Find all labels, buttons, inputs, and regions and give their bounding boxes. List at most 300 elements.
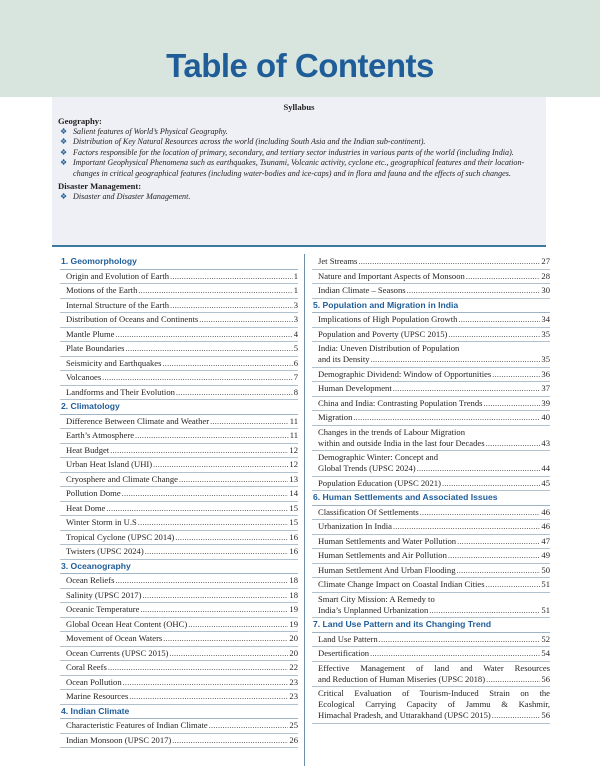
- syllabus-item: [58, 137, 540, 147]
- dot-leader: [370, 648, 540, 659]
- toc-entry-line: [318, 507, 550, 518]
- toc-entry[interactable]: [312, 342, 550, 368]
- toc-entry[interactable]: [60, 313, 298, 328]
- toc-entry-last-line: [318, 463, 550, 474]
- page-number: 19: [289, 604, 298, 615]
- dot-leader: [466, 271, 541, 282]
- toc-entry[interactable]: [60, 632, 298, 647]
- toc-entry-line: [66, 575, 298, 586]
- toc-entry[interactable]: [312, 520, 550, 535]
- toc-entry-title: Ocean Pollution: [66, 676, 122, 687]
- page-number: 27: [541, 256, 550, 267]
- syllabus-section-title: Geography:: [58, 116, 102, 126]
- toc-entry[interactable]: [60, 386, 298, 401]
- toc-entry-title: Seismicity and Earthquakes: [66, 357, 162, 368]
- diamond-bullet-icon: ❖: [60, 127, 68, 136]
- toc-entry[interactable]: [60, 531, 298, 546]
- chapter-heading[interactable]: 2. Climatology: [60, 400, 298, 415]
- dot-leader: [486, 674, 540, 685]
- toc-entry-line: [66, 517, 298, 528]
- toc-entry[interactable]: [312, 313, 550, 328]
- dot-leader: [135, 430, 289, 441]
- toc-entry[interactable]: [60, 661, 298, 676]
- toc-entry-title: Motions of the Earth: [66, 285, 138, 296]
- toc-entry[interactable]: [312, 411, 550, 426]
- toc-entry-title: Landforms and Their Evolution: [66, 386, 175, 397]
- toc-entry[interactable]: [60, 284, 298, 299]
- toc-entry-title: Desertification: [318, 648, 370, 659]
- dot-leader: [457, 565, 541, 576]
- toc-entry-last-line: [318, 354, 550, 365]
- toc-entry[interactable]: [60, 458, 298, 473]
- toc-entry[interactable]: [312, 578, 550, 593]
- toc-entry[interactable]: [60, 429, 298, 444]
- syllabus-item-text: Important Geophysical Phenomena such as earthquakes, Tsunami, Volcanic activity, cyclone etc., geographical features and their location-changes in critical geographical features (including water-bodies and ice-caps) and in flora and fauna and the effects of such changes.: [73, 158, 525, 178]
- dot-leader: [123, 677, 289, 688]
- toc-entry-line: [318, 412, 550, 423]
- page-number: 52: [541, 633, 550, 644]
- page-number: 5: [293, 343, 298, 354]
- toc-entry[interactable]: [60, 299, 298, 314]
- toc-entry-line: [66, 271, 298, 282]
- toc-entry-line: [318, 271, 550, 282]
- dot-leader: [188, 619, 288, 630]
- toc-entry-title-line: India’s Unplanned Urbanization: [318, 604, 429, 615]
- toc-entry-last-line: [318, 605, 550, 616]
- toc-entry[interactable]: [312, 564, 550, 579]
- toc-entry-title: Population and Poverty (UPSC 2015): [318, 328, 448, 339]
- toc-entry[interactable]: [60, 734, 298, 749]
- page-number: 49: [541, 550, 550, 561]
- toc-entry[interactable]: [312, 255, 550, 270]
- toc-entry-title-line: Global Trends (UPSC 2024): [318, 463, 416, 474]
- toc-entry-title: Oceanic Temperature: [66, 604, 140, 615]
- chapter-heading[interactable]: 4. Indian Climate: [60, 705, 298, 720]
- dot-leader: [448, 550, 541, 561]
- toc-entry-title: Twisters (UPSC 2024): [66, 546, 144, 557]
- page-number: 30: [541, 285, 550, 296]
- toc-entry[interactable]: [312, 451, 550, 477]
- toc-entry-title: Ocean Currents (UPSC 2015): [66, 647, 169, 658]
- toc-entry[interactable]: [312, 284, 550, 299]
- page-number: 14: [289, 488, 298, 499]
- syllabus-item-text: Disaster and Disaster Management.: [73, 192, 191, 202]
- toc-entry[interactable]: [60, 603, 298, 618]
- dot-leader: [145, 546, 289, 557]
- page-number: 26: [289, 734, 298, 745]
- syllabus-item-text: Factors responsible for the location of primary, secondary, and tertiary sector industries in various parts of the world (including India).: [73, 147, 514, 157]
- page-number: 45: [541, 477, 550, 488]
- dot-leader: [486, 438, 541, 449]
- toc-entry-line: [66, 590, 298, 601]
- dot-leader: [429, 605, 540, 616]
- page-number: 51: [541, 579, 550, 590]
- toc-entry[interactable]: [60, 415, 298, 430]
- dot-leader: [169, 648, 288, 659]
- toc-entry[interactable]: [312, 328, 550, 343]
- dot-leader: [486, 579, 541, 590]
- toc-entry[interactable]: [60, 574, 298, 589]
- toc-entry-title: Tropical Cyclone (UPSC 2014): [66, 531, 175, 542]
- toc-entry-title: Pollution Dome: [66, 488, 121, 499]
- dot-leader: [176, 387, 293, 398]
- page-number: 54: [541, 648, 550, 659]
- syllabus-box: [52, 97, 546, 247]
- toc-entry-line: [66, 619, 298, 630]
- toc-entry-line: [66, 329, 298, 340]
- page-number: 20: [289, 633, 298, 644]
- dot-leader: [172, 735, 288, 746]
- toc-entry-title: Urbanization In India: [318, 521, 392, 532]
- toc-entry[interactable]: [60, 647, 298, 662]
- toc-entry-title-line: within and outside India in the last four Decades: [318, 437, 485, 448]
- syllabus-item-text: Salient features of World’s Physical Geography.: [73, 127, 228, 136]
- dot-leader: [108, 662, 289, 673]
- toc-entry[interactable]: [60, 618, 298, 633]
- toc-entry-line: [66, 677, 298, 688]
- toc-entry-title: Human Development: [318, 383, 392, 394]
- dot-leader: [106, 503, 288, 514]
- toc-entry-line: [318, 285, 550, 296]
- page-number: 15: [289, 502, 298, 513]
- toc-entry[interactable]: [312, 535, 550, 550]
- page-number: 16: [289, 546, 298, 557]
- toc-entry-line: [66, 532, 298, 543]
- toc-entry-line: [318, 579, 550, 590]
- toc-entry-title: Global Ocean Heat Content (OHC): [66, 618, 188, 629]
- toc-entry-title: Classification Of Settlements: [318, 506, 419, 517]
- toc-entry[interactable]: [312, 426, 550, 452]
- dot-leader: [170, 271, 293, 282]
- toc-entry-title: Winter Storm in U.S: [66, 517, 137, 528]
- dot-leader: [407, 285, 541, 296]
- dot-leader: [170, 300, 293, 311]
- toc-entry-line: [318, 398, 550, 409]
- dot-leader: [140, 604, 288, 615]
- toc-entry[interactable]: [312, 687, 550, 724]
- page-number: 3: [293, 314, 298, 325]
- toc-entry-line: [318, 634, 550, 645]
- dot-leader: [448, 329, 540, 340]
- toc-entry-line: [318, 536, 550, 547]
- page-number: 7: [293, 372, 298, 383]
- toc-entry[interactable]: [60, 676, 298, 691]
- dot-leader: [358, 256, 540, 267]
- syllabus-body: [58, 116, 540, 202]
- toc-entry-title: Heat Dome: [66, 502, 106, 513]
- dot-leader: [102, 372, 293, 383]
- toc-entry-line: [66, 648, 298, 659]
- page-number: 6: [293, 357, 298, 368]
- toc-entry-title: Indian Climate – Seasons: [318, 285, 406, 296]
- toc-entry-title-line: Himachal Pradesh, and Uttarakhand (UPSC 2015): [318, 710, 491, 721]
- toc-entry[interactable]: [312, 270, 550, 285]
- syllabus-item-text: Distribution of Key Natural Resources across the world (including South Asia and the Indian sub-continent).: [73, 137, 426, 147]
- toc-entry[interactable]: [312, 662, 550, 688]
- page-number: 40: [541, 412, 550, 423]
- toc-entry-title: Human Settlement And Urban Flooding: [318, 564, 456, 575]
- toc-entry-title: Human Settlements and Water Pollution: [318, 535, 457, 546]
- dot-leader: [442, 478, 540, 489]
- dot-leader: [199, 314, 292, 325]
- dot-leader: [492, 369, 540, 380]
- page-number: 8: [293, 386, 298, 397]
- toc-entry[interactable]: [60, 690, 298, 705]
- toc-entry[interactable]: [312, 506, 550, 521]
- page-number: 28: [541, 270, 550, 281]
- toc-entry-line: [318, 383, 550, 394]
- dot-leader: [138, 517, 289, 528]
- toc-entry[interactable]: [312, 549, 550, 564]
- dot-leader: [163, 633, 288, 644]
- toc-entry-title: Jet Streams: [318, 256, 358, 267]
- toc-entry[interactable]: [60, 444, 298, 459]
- toc-entry[interactable]: [60, 328, 298, 343]
- toc-entry-title-line: Ecological Carrying Capacity of Jammu & Kashmir,: [318, 699, 550, 710]
- page-number: 1: [293, 285, 298, 296]
- toc-entry-line: [66, 633, 298, 644]
- toc-entry[interactable]: [312, 593, 550, 619]
- toc-entry-line: [66, 546, 298, 557]
- page-number: 15: [289, 517, 298, 528]
- toc-entry-title-line: Critical Evaluation of Tourism-Induced Strain on the: [318, 688, 550, 699]
- toc-entry-title: China and India: Contrasting Population Trends: [318, 397, 483, 408]
- dot-leader: [115, 329, 292, 340]
- toc-entry-line: [66, 300, 298, 311]
- toc-entry-line: [66, 430, 298, 441]
- toc-entry-line: [66, 358, 298, 369]
- page-title: Table of Contents: [166, 47, 434, 84]
- toc-entry-title: Heat Budget: [66, 444, 110, 455]
- page-number: 46: [541, 506, 550, 517]
- dot-leader: [210, 416, 289, 427]
- page-number: 35: [541, 328, 550, 339]
- toc-entry-line: [318, 550, 550, 561]
- toc-entry-title: Salinity (UPSC 2017): [66, 589, 142, 600]
- toc-entry-line: [66, 387, 298, 398]
- page-number: 1: [293, 270, 298, 281]
- page-number: 11: [289, 430, 298, 441]
- toc-entry-line: [318, 478, 550, 489]
- page-number: 11: [289, 415, 298, 426]
- page-number: 36: [541, 368, 550, 379]
- toc-entry-line: [66, 445, 298, 456]
- toc-entry-title-line: India: Uneven Distribution of Population: [318, 343, 460, 354]
- page-number: 18: [289, 589, 298, 600]
- page-number: 20: [289, 647, 298, 658]
- toc-entry-line: [318, 648, 550, 659]
- toc-entry[interactable]: [312, 368, 550, 383]
- toc-entry[interactable]: [60, 473, 298, 488]
- toc-entry-line: [66, 343, 298, 354]
- toc-entry-line: [66, 503, 298, 514]
- toc-entry-line: [318, 329, 550, 340]
- toc-entry-title: Movement of Ocean Waters: [66, 633, 163, 644]
- page-number: 47: [541, 535, 550, 546]
- toc-entry-title: Climate Change Impact on Coastal Indian Cities: [318, 579, 485, 590]
- toc-entry-title: Implications of High Population Growth: [318, 314, 458, 325]
- toc-entry-line: [66, 720, 298, 731]
- toc-entry-title-line: and Reduction of Human Miseries (UPSC 2018): [318, 673, 486, 684]
- page-number: 39: [541, 397, 550, 408]
- toc-entry-title: Migration: [318, 412, 353, 423]
- toc-entry[interactable]: [60, 270, 298, 285]
- toc-entry[interactable]: [312, 633, 550, 648]
- toc-entry-title: Coral Reefs: [66, 662, 107, 673]
- chapter-heading[interactable]: 7. Land Use Pattern and its Changing Trend: [312, 618, 550, 633]
- toc-entry-title: Distribution of Oceans and Continents: [66, 314, 199, 325]
- page-number: 50: [541, 564, 550, 575]
- toc-entry-line: [318, 565, 550, 576]
- toc-entry-line: [66, 372, 298, 383]
- page-number: 37: [541, 383, 550, 394]
- dot-leader: [142, 590, 288, 601]
- page-number: 34: [541, 314, 550, 325]
- syllabus-item: [58, 148, 540, 158]
- toc-entry[interactable]: [60, 502, 298, 517]
- dot-leader: [492, 710, 541, 721]
- toc-entry-last-line: [318, 674, 550, 685]
- page-number: 23: [289, 676, 298, 687]
- toc-entry[interactable]: [60, 342, 298, 357]
- toc-entry-line: [66, 474, 298, 485]
- toc-entry-title: Marine Resources: [66, 691, 129, 702]
- dot-leader: [209, 720, 289, 731]
- toc-entry-title: Characteristic Features of Indian Climate: [66, 720, 208, 731]
- toc-entry[interactable]: [60, 516, 298, 531]
- toc-entry-title: Demographic Dividend: Window of Opportunities: [318, 368, 492, 379]
- toc-entry-title-line: Effective Management of land and Water Resources: [318, 662, 550, 673]
- toc-entry-title: Volcanoes: [66, 372, 102, 383]
- dot-leader: [179, 474, 288, 485]
- page-number: 4: [293, 328, 298, 339]
- toc-entry[interactable]: [312, 477, 550, 492]
- chapter-heading[interactable]: 6. Human Settlements and Associated Issues: [312, 491, 550, 506]
- toc-entry-last-line: [318, 438, 550, 449]
- chapter-heading[interactable]: 5. Population and Migration in India: [312, 299, 550, 314]
- toc-entry-title: Population Education (UPSC 2021): [318, 477, 441, 488]
- toc-entry[interactable]: [60, 545, 298, 560]
- dot-leader: [129, 691, 288, 702]
- syllabus-section-title: Disaster Management:: [58, 181, 142, 192]
- page-number: 51: [541, 604, 550, 615]
- dot-leader: [420, 507, 541, 518]
- toc-entry[interactable]: [312, 647, 550, 662]
- toc-entry[interactable]: [312, 397, 550, 412]
- dot-leader: [125, 343, 292, 354]
- toc-entry-line: [66, 459, 298, 470]
- page-number: 43: [541, 437, 550, 448]
- toc-entry-line: [66, 691, 298, 702]
- toc-entry-line: [318, 521, 550, 532]
- toc-entry[interactable]: [60, 371, 298, 386]
- syllabus-item: [58, 127, 540, 137]
- page-number: 3: [293, 299, 298, 310]
- toc-entry-title: Urban Heat Island (UHI): [66, 459, 153, 470]
- toc-entry-line: [318, 256, 550, 267]
- toc-entry-title-line: Demographic Winter: Concept and: [318, 452, 439, 463]
- toc-entry-title: Difference Between Climate and Weather: [66, 415, 210, 426]
- dot-leader: [353, 412, 540, 423]
- toc-entry-title-line: Smart City Mission: A Remedy to: [318, 593, 435, 604]
- dot-leader: [115, 575, 288, 586]
- diamond-bullet-icon: ❖: [60, 137, 68, 147]
- dot-leader: [162, 358, 292, 369]
- toc-entry-title: Human Settlements and Air Pollution: [318, 550, 447, 561]
- toc-entry-line: [66, 314, 298, 325]
- syllabus-item: [58, 192, 540, 202]
- page-number: 25: [289, 720, 298, 731]
- page-number: 56: [541, 673, 550, 684]
- toc-entry-title: Indian Monsoon (UPSC 2017): [66, 734, 172, 745]
- dot-leader: [417, 463, 541, 474]
- toc-right-column: [312, 255, 550, 724]
- toc-entry-title: Plate Boundaries: [66, 343, 125, 354]
- page-number: 22: [289, 662, 298, 673]
- toc-entry-line: [318, 369, 550, 380]
- toc-entry-line: [66, 604, 298, 615]
- page-number: 44: [541, 463, 550, 474]
- page-number: 23: [289, 691, 298, 702]
- toc-entry[interactable]: [60, 719, 298, 734]
- dot-leader: [371, 354, 541, 365]
- dot-leader: [122, 488, 289, 499]
- toc-entry-title: Mantle Plume: [66, 328, 115, 339]
- column-divider: [304, 254, 305, 766]
- toc-entry-title-line: Changes in the trends of Labour Migration: [318, 426, 466, 437]
- toc-entry-title: Nature and Important Aspects of Monsoon: [318, 270, 465, 281]
- dot-leader: [153, 459, 288, 470]
- toc-entry[interactable]: [60, 357, 298, 372]
- toc-entry[interactable]: [312, 382, 550, 397]
- page-number: 46: [541, 521, 550, 532]
- toc-entry-line: [66, 285, 298, 296]
- toc-entry[interactable]: [60, 589, 298, 604]
- dot-leader: [393, 383, 541, 394]
- toc-entry-title: Cryosphere and Climate Change: [66, 473, 178, 484]
- toc-entry-line: [66, 488, 298, 499]
- toc-entry-title: Internal Structure of the Earth: [66, 299, 170, 310]
- toc-entry-line: [66, 416, 298, 427]
- diamond-bullet-icon: ❖: [60, 158, 68, 168]
- toc-entry-line: [66, 662, 298, 673]
- toc-entry-line: [318, 314, 550, 325]
- chapter-heading[interactable]: 3. Oceanography: [60, 560, 298, 575]
- dot-leader: [138, 285, 292, 296]
- toc-left-column: [60, 255, 298, 748]
- diamond-bullet-icon: ❖: [60, 192, 68, 202]
- dot-leader: [483, 398, 540, 409]
- dot-leader: [175, 532, 288, 543]
- page-number: 18: [289, 575, 298, 586]
- syllabus-item: [58, 158, 540, 179]
- dot-leader: [457, 536, 540, 547]
- chapter-heading[interactable]: 1. Geomorphology: [60, 255, 298, 270]
- syllabus-heading: Syllabus: [283, 102, 315, 112]
- page-number: 19: [289, 618, 298, 629]
- page-number: 12: [289, 444, 298, 455]
- page-number: 16: [289, 531, 298, 542]
- toc-entry-last-line: [318, 710, 550, 721]
- dot-leader: [458, 314, 540, 325]
- page-number: 35: [541, 354, 550, 365]
- toc-entry-title-line: and its Density: [318, 354, 370, 365]
- page-number: 12: [289, 459, 298, 470]
- diamond-bullet-icon: ❖: [60, 147, 68, 157]
- toc-entry-title: Land Use Pattern: [318, 633, 378, 644]
- toc-entry[interactable]: [60, 487, 298, 502]
- toc-entry-title: Origin and Evolution of Earth: [66, 270, 170, 281]
